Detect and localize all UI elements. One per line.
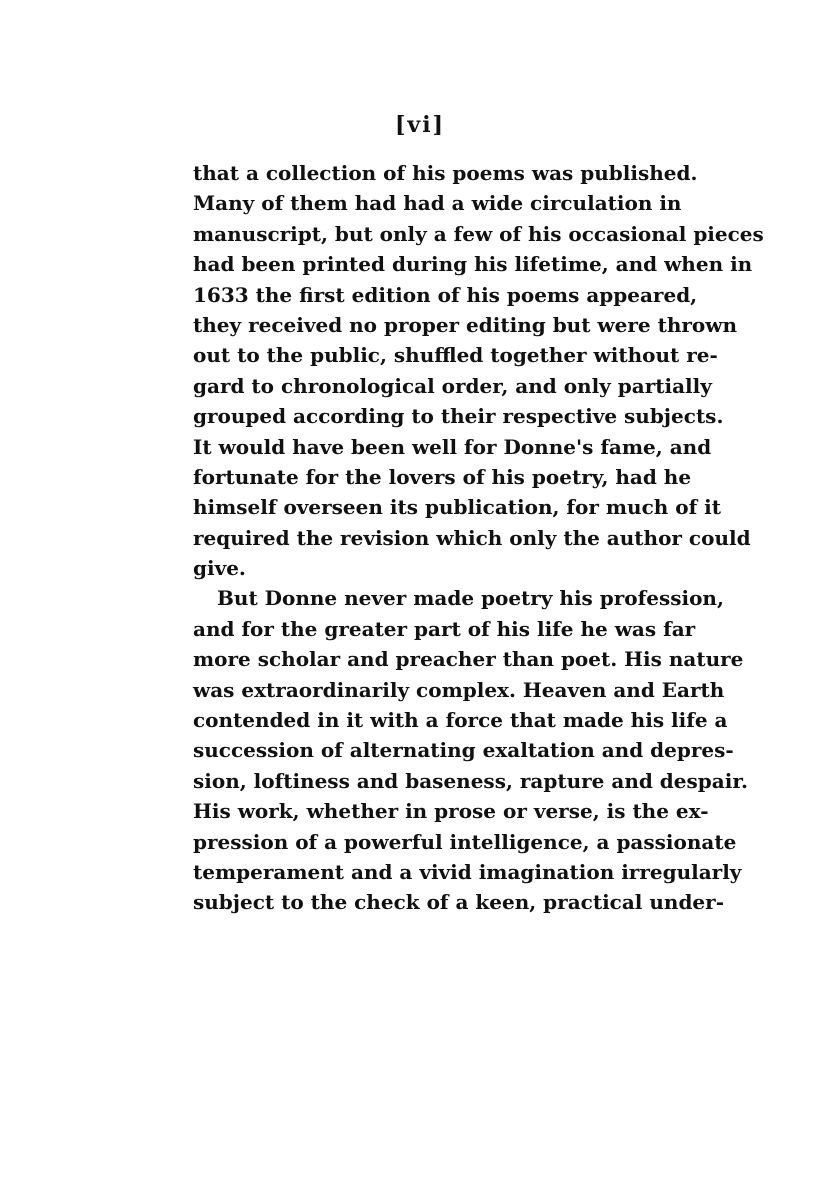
text-line: and for the greater part of his life he was far [193,616,696,641]
text-line: that a collection of his poems was published. [193,161,698,185]
text-line: temperament and a vivid imagination irregularly [193,859,742,884]
text-line: 1633 the first edition of his poems appeared, [193,282,698,307]
text-line: more scholar and preacher than poet. His nature [193,647,744,672]
text-line: fortunate for the lovers of his poetry, had he [193,464,692,489]
text-line: himself overseen its publication, for much of it [193,495,721,520]
text-line: Many of them had had a wide circulation in [193,191,682,216]
page-number: [vi] [395,112,445,138]
text-line: had been printed during his lifetime, and when in [193,252,753,277]
body-text [193,158,764,918]
text-line: succession of alternating exaltation and depres- [193,738,734,763]
paragraph-1 [193,158,764,583]
text-line: they received no proper editing but were thrown [193,312,737,337]
text-line: sion, loftiness and baseness, rapture and despair. [193,768,748,793]
text-line: contended in it with a force that made his life a [193,708,728,733]
text-line: grouped according to their respective subjects. [193,404,724,429]
text-line: It would have been well for Donne's fame, and [193,434,712,459]
text-line: give. [193,556,246,581]
text-line: pression of a powerful intelligence, a passionate [193,829,737,854]
text-line: was extraordinarily complex. Heaven and Earth [193,677,725,702]
text-line: But Donne never made poetry his profession, [217,586,724,611]
text-line: required the revision which only the author could [193,525,751,550]
paragraph-2 [193,583,748,917]
text-line: manuscript, but only a few of his occasional pieces [193,221,764,246]
text-line: His work, whether in prose or verse, is the ex- [193,799,709,824]
text-line: subject to the check of a keen, practical under- [193,890,724,915]
text-line: gard to chronological order, and only partially [193,373,712,398]
text-line: out to the public, shuffled together without re- [193,343,718,368]
